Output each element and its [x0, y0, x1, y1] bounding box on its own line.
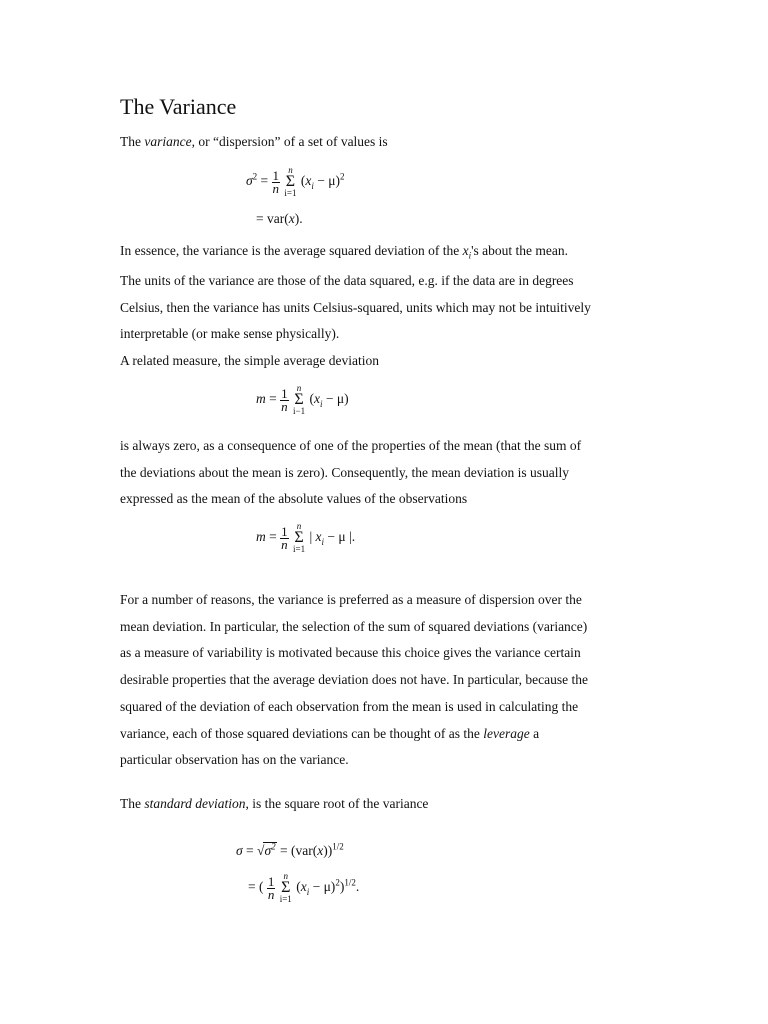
sqrt-icon: √ [257, 843, 265, 858]
summation-symbol: n Σ i=1 [293, 521, 306, 554]
fraction: $\frac{1}{n}$ [267, 873, 275, 902]
summation-symbol: n Σ i=1 [284, 165, 297, 198]
paragraph-units-2: Celsius, then the variance has units Celsius-squared, units which may not be intuitively [120, 300, 591, 315]
paragraph-reasons-4: desirable properties that the average deviation does not have. In particular, because the [120, 672, 589, 687]
summation-symbol: n Σ i=1 [279, 871, 292, 904]
page-title: The Variance [120, 94, 237, 119]
paragraph-reasons-3: as a measure of variability is motivated because this choice gives the variance certain [120, 645, 581, 660]
fraction: $\frac{1}{n}$ [281, 523, 288, 552]
paragraph-standard-deviation: The standard deviation, is the square root of the variance [120, 796, 429, 811]
average-deviation-formula: m = $\frac{1}{n}$ n Σ i−1 $(x_i - \mu)$ [256, 383, 349, 416]
summation-symbol: n Σ i−1 [293, 383, 306, 416]
paragraph-reasons-5: squared of the deviation of each observation from the mean is used in calculating the [120, 699, 579, 714]
paragraph-zero-1: is always zero, as a consequence of one of the properties of the mean (that the sum of [120, 438, 582, 453]
standard-deviation-formula-line2: = ( $\frac{1}{n}$ n Σ i=1 $(x_i - \mu)^2)^{1/2}$. [248, 871, 360, 904]
paragraph-reasons-2: mean deviation. In particular, the selection of the sum of squared deviations (variance) [120, 619, 588, 634]
paragraph-units-1: The units of the variance are those of the data squared, e.g. if the data are in degrees [120, 273, 574, 288]
paragraph-intro: The variance, or “dispersion” of a set of values is [120, 134, 388, 149]
paragraph-essence: In essence, the variance is the average squared deviation of the $x_i's$ about the mean. [120, 243, 569, 261]
standard-deviation-formula: $\sigma = √\sigma^2 = (var(x))^{1/2}$ [236, 841, 344, 858]
paragraph-zero-3: expressed as the mean of the absolute values of the observations [120, 491, 468, 506]
paragraph-related: A related measure, the simple average deviation [120, 353, 380, 368]
fraction: $\frac{1}{n}$ [272, 167, 280, 196]
variance-formula-line2: = var(x). [256, 211, 303, 226]
paragraph-zero-2: the deviations about the mean is zero). Consequently, the mean deviation is usually [120, 465, 570, 480]
fraction: $\frac{1}{n}$ [281, 385, 288, 414]
paragraph-reasons-7: particular observation has on the variance. [120, 752, 349, 767]
variance-formula: $\sigma^2$ = $\frac{1}{n}$ n Σ i=1 $(x_i - \mu)^2$ [246, 165, 345, 198]
paragraph-reasons-1: For a number of reasons, the variance is preferred as a measure of dispersion over the [120, 592, 582, 607]
paragraph-units-3: interpretable (or make sense physically). [120, 326, 340, 341]
mean-absolute-deviation-formula: m = $\frac{1}{n}$ n Σ i=1 | $x_i - \mu$ |. [256, 521, 356, 554]
paragraph-reasons-6: variance, each of those squared deviations can be thought of as the leverage a [120, 726, 540, 741]
